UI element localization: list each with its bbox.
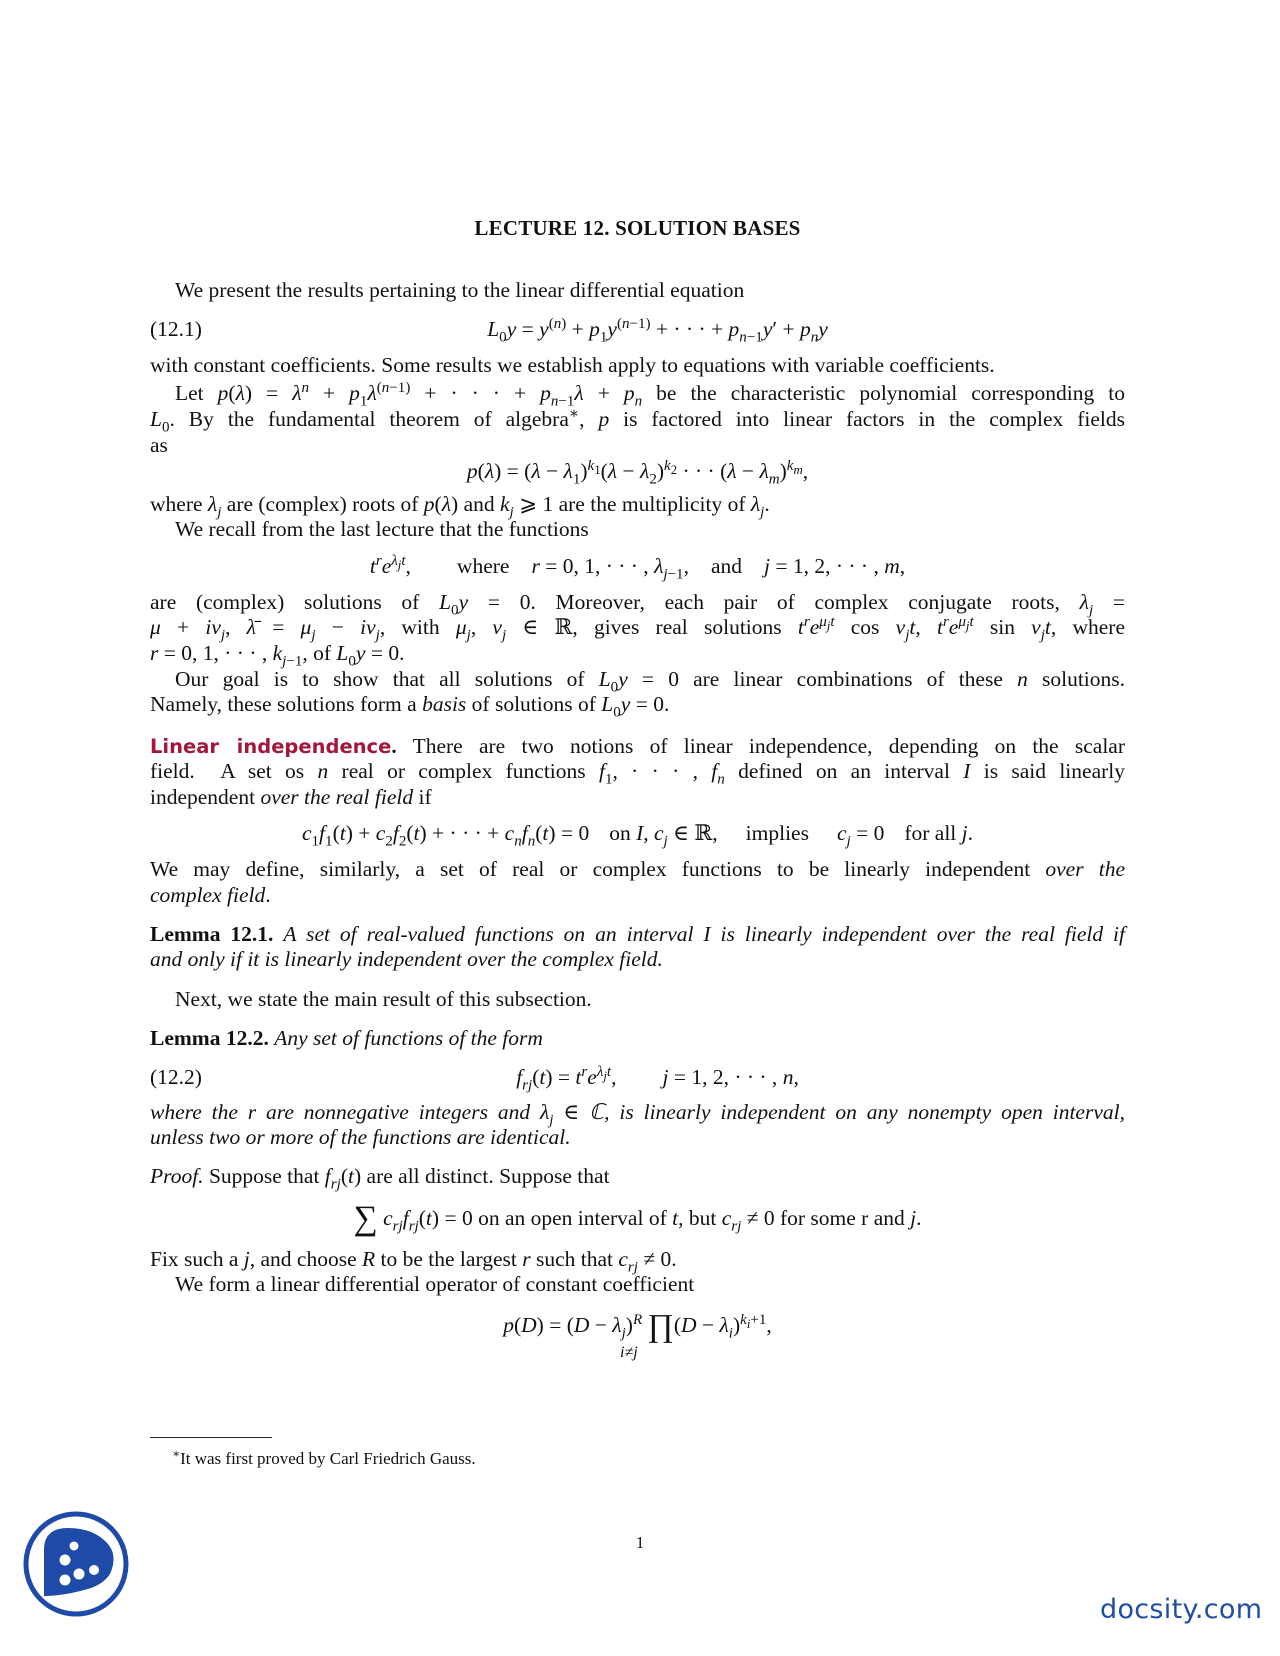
paragraph-li-3: independent over the real field if [150,785,432,809]
equation-label-12-2: (12.2) [150,1065,202,1089]
equation-sum: ∑ $c_{rj}f_{rj}(t) = 0$ on an open interval of t, but $c_{rj} \ne 0$ for some r and j. [353,1200,922,1237]
lemma-12-2: Lemma 12.2. Any set of functions of the form [150,1026,543,1050]
product-subscript: i≠j [620,1344,638,1361]
paragraph-define-2: complex field. [150,883,271,907]
paragraph-fix-j: Fix such a j, and choose R to be the largest r such that $c_{rj} \ne 0$. [150,1247,677,1276]
page-number: 1 [635,1533,645,1552]
equation-label-12-1: (12.1) [150,317,202,341]
paragraph-goal: Our goal is to show that all solutions of $L_0y = 0$ are linear combinations of these n solutions. [175,667,1126,696]
paragraph-li-2: field. A set os n real or complex functions $f_1$, · · · , $f_n$ defined on an interval I is said linearly [150,759,1126,788]
footnote-divider [150,1437,272,1438]
lemma-12-2-cont-2: unless two or more of the functions are identical. [150,1125,571,1149]
paragraph-solutions-1: are (complex) solutions of $L_0y = 0$. Moreover, each pair of complex conjugate roots, $\lambda_j$ = [150,590,1125,619]
paragraph-characteristic-polynomial: Let $p(\lambda) = \lambda^n + p_1\lambda^{(n-1)}$ + · · · + $p_{n-1}\lambda + p_n$ be the characteristic polynomial corresponding to [175,379,1125,410]
paragraph-constant-coefficients: with constant coefficients. Some results we establish apply to equations with variable coefficients. [150,353,995,377]
equation-12-2: $f_{rj}(t) = t^re^{\lambda_jt}$, j = 1, 2, · · · , n, [516,1063,799,1094]
equation-operator: $p(D) = (D - \lambda_j)^R$ ∏(D − $\lambda_i)^{k_i+1}$, [503,1307,772,1343]
paragraph-as: as [150,433,168,457]
lemma-12-1: Lemma 12.1. A set of real-valued functions on an interval I is linearly independent over the real field if [150,922,1126,946]
paragraph-define: We may define, similarly, a set of real or complex functions to be linearly independent over the [150,857,1126,881]
docsity-logo-icon[interactable] [22,1510,130,1618]
paragraph-basis: Namely, these solutions form a basis of solutions of $L_0y = 0$. [150,692,670,721]
paragraph-solutions-2: $\mu + i\nu_j$, λ̄ = $\mu_j - i\nu_j$, with $\mu_j$, $\nu_j$ ∈ ℝ, gives real solutions $t^re^{\mu_jt}$ $\cos \nu_jt$, $t^re^{\mu_jt}$ $\sin \nu_jt$, where [150,613,1125,644]
section-heading-linear-independence: Linear independence [150,735,392,758]
paragraph-intro: We present the results pertaining to the linear differential equation [175,278,745,302]
lemma-12-2-cont: where the r are nonnegative integers and $\lambda_j$ ∈ ℂ, is linearly independent on any nonempty open interval, [150,1100,1125,1129]
equation-12-1: $L_0y = y^{(n)} + p_1y^{(n-1)}$ + · · · + $p_{n-1}y' + p_ny$ [487,315,828,346]
page-title: LECTURE 12. SOLUTION BASES [474,216,801,240]
paragraph-form-operator: We form a linear differential operator of constant coefficient [175,1272,695,1296]
lemma-12-1-cont: and only if it is linearly independent over the complex field. [150,947,663,971]
footnote: ∗It was first proved by Carl Friedrich Gauss. [172,1446,476,1468]
proof-start: Proof. Suppose that $f_{rj}(t)$ are all distinct. Suppose that [150,1164,610,1193]
docsity-brand-link[interactable]: docsity.com [1100,1594,1263,1625]
paragraph-fundamental-theorem: $L_0$. By the fundamental theorem of algebra∗, p is factored into linear factors in the complex fields [150,405,1126,436]
equation-functions: $t^re^{\lambda_jt}$, where r = 0, 1, · · · , $\lambda_{j-1}$, and j = 1, 2, · · · , m, [369,552,906,583]
equation-factorization: $p(\lambda) = (\lambda - \lambda_1)^{k_1}(\lambda - \lambda_2)^{k_2}$ · · · $(\lambda - \lambda_m)^{k_m}$, [466,457,809,488]
paragraph-roots: where $\lambda_j$ are (complex) roots of p(λ) and $k_j$ ⩾ 1 are the multiplicity of $\lambda_j$. [150,492,770,521]
paragraph-solutions-3: r = 0, 1, · · · , $k_{j-1}$, of $L_0y = 0$. [150,641,405,670]
paragraph-next: Next, we state the main result of this subsection. [175,987,592,1011]
paragraph-linear-independence: Linear independence. There are two notions of linear independence, depending on the scalar [150,734,1125,758]
paragraph-recall: We recall from the last lecture that the functions [175,517,589,541]
equation-linear-combination: $c_1f_1(t) + c_2f_2(t)$ + · · · + $c_nf_n(t) = 0$ on I, $c_j$ ∈ ℝ, implies $c_j = 0$ for all j. [301,821,974,850]
